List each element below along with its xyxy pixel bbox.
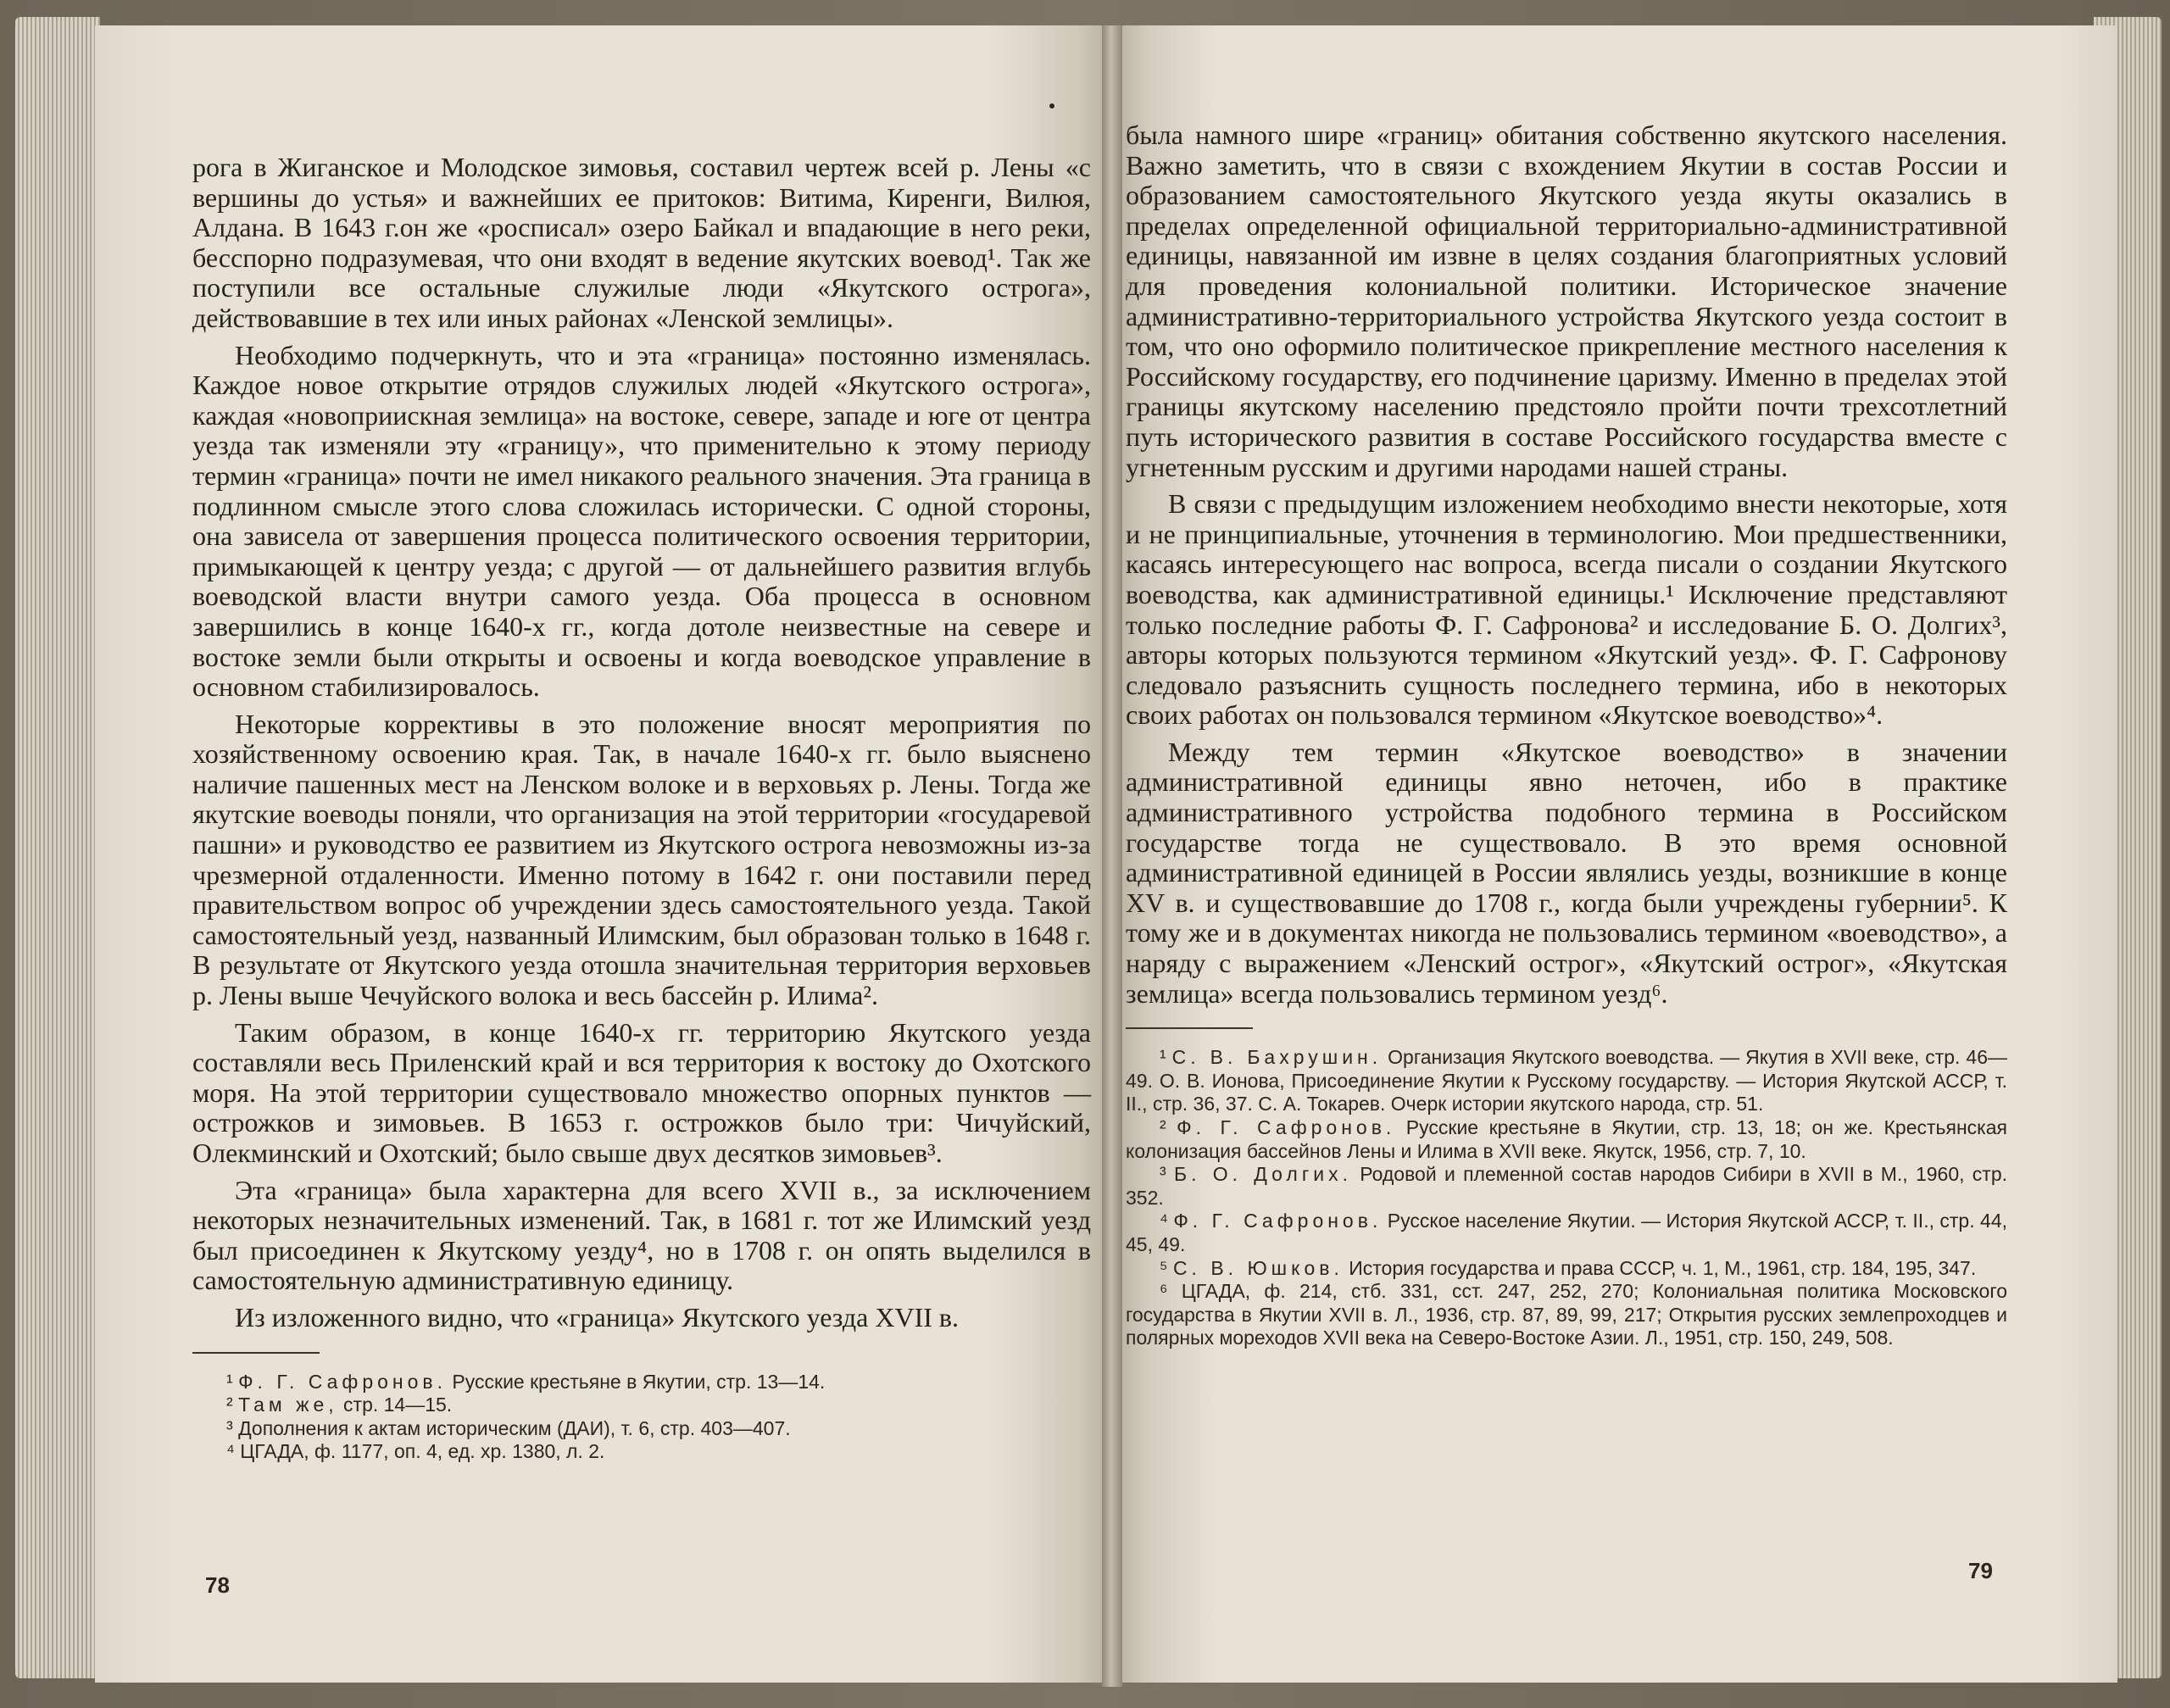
right-paragraph-1: была намного шире «границ» обитания собственно якутского населения. Важно заметить, что в связи с вхождением Якутии в состав России и образованием самостоятельного Якутского уезда якуты оказались в пределах определенной официальной территориально-административной единицы, навязанной им извне в целях создания благоприятных условий для проведения колониальной политики. Историческое значение административно-территориального устройства Якутского уезда состоит в том, что оно оформило политическое прикрепление местного населения к Российскому государству, его подчинение царизму. Именно в пределах этой границы якутскому населению предстояло пройти почти трехсотлетний путь исторического развития в составе Российского государства вместе с угнетенным русским и другими народами нашей страны. [1126,120,2007,482]
footnote: ⁴ Ф. Г. Сафронов. Русское население Якутии. — История Якутской АССР, т. II., стр. 44, 45, 49. [1126,1210,2008,1255]
left-footnotes [192,1371,1091,1464]
footnote: ² Там же, стр. 14—15. [226,1394,453,1416]
left-paragraph-5: Эта «граница» была характерна для всего XVII в., за исключением некоторых незначительных изменений. Так, в 1681 г. тот же Илимский уезд был присоединен к Якутскому уезду⁴, но в 1708 г. он опять выделился в самостоятельную административную единицу. [192,1174,1091,1296]
footnote: ³ Дополнения к актам историческим (ДАИ), т. 6, стр. 403—407. [226,1416,791,1439]
left-paragraph-6: Из изложенного видно, что «граница» Якутского уезда XVII в. [235,1301,959,1332]
right-footnotes [1126,1046,2007,1350]
footnote-divider [192,1352,320,1354]
ink-speck [1049,103,1054,108]
right-page [1117,25,2117,1683]
right-paragraph-3: Между тем термин «Якутское воеводство» в значении административной единицы явно неточен, ибо в практике административного устройства подобного термина в Российском государстве тогда не существовало. В это время основной административной единицей в России являлись уезды, возникшие в конце XV в. и существовавшие до 1708 г., когда были учреждены губернии⁵. К тому же и в документах никогда не пользовались термином «воеводство», а наряду с выражением «Ленский острог», «Якутский острог», «Якутская землица» всегда пользовались термином уезд⁶. [1126,736,2007,1009]
footnote: ² Ф. Г. Сафронов. Русские крестьяне в Якутии, стр. 13, 18; он же. Крестьянская колонизация бассейнов Лены и Илима в XVII веке. Якутск, 1956, стр. 7, 10. [1126,1116,2007,1162]
left-paragraph-1: рога в Жиганское и Молодское зимовья, составил чертеж всей р. Лены «с вершины до устья» и важнейших ее притоков: Витима, Киренги, Вилюя, Алдана. В 1643 г.он же «росписал» озеро Байкал и впадающие в него реки, бесспорно подразумевая, что они входят в ведение якутских воевод¹. Так же поступили все остальные служилые люди «Якутского острога», действовавшие в тех или иных районах «Ленской землицы». [192,152,1091,333]
left-page-number: 78 [205,1572,230,1598]
footnote: ¹ С. В. Бахрушин. Организация Якутского воеводства. — Якутия в XVII веке, стр. 46—49. О. В. Ионова, Присоединение Якутии к Русскому государству. — История Якутской АССР, т. II., стр. 36, 37. С. А. Токарев. Очерк истории якутского народа, стр. 51. [1126,1046,2008,1115]
left-paragraph-4: Таким образом, в конце 1640-х гг. территорию Якутского уезда составляли весь Приленский край и вся территория к востоку до Охотского моря. На этой территории существовало множество опорных пунктов — острожков и зимовьев. В 1653 г. острожков было три: Чичуйский, Олекминский и Охотский; было свыше двух десятков зимовьев³. [192,1016,1091,1168]
footnote-divider [1126,1027,1253,1029]
footnote: ¹ Ф. Г. Сафронов. Русские крестьяне в Якутии, стр. 13—14. [226,1370,826,1393]
page-edges-left [15,17,100,1678]
book-gutter [1102,25,1122,1687]
footnote: ⁴ ЦГАДА, ф. 1177, оп. 4, ед. хр. 1380, л. 2. [226,1440,605,1463]
left-page [95,25,1108,1683]
footnote: ⁵ С. В. Юшков. История государства и права СССР, ч. 1, М., 1961, стр. 184, 195, 347. [1160,1256,1977,1279]
right-page-number: 79 [1968,1558,1993,1583]
footnote: ⁶ ЦГАДА, ф. 214, стб. 331, сст. 247, 252, 270; Колониальная политика Московского государства в Якутии XVII в. Л., 1936, стр. 87, 89, 99, 217; Открытия русских землепроходцев и полярных мореходов XVII века на Северо-Востоке Азии. Л., 1951, стр. 150, 249, 508. [1126,1280,2007,1349]
left-paragraph-3: Некоторые коррективы в это положение вносят мероприятия по хозяйственному освоению края. Так, в начале 1640-х гг. было выяснено наличие пашенных мест на Ленском волоке и в верховьях р. Лены. Тогда же якутские воеводы поняли, что организация на этой территории «государевой пашни» и руководство ее развитием из Якутского острога невозможны из-за чрезмерной отдаленности. Именно потому в 1642 г. они поставили перед правительством вопрос об учреждении здесь самостоятельного уезда. Такой самостоятельный уезд, названный Илимским, был образован только в 1648 г. В результате от Якутского уезда отошла значительная территория верховьев р. Лены выше Чечуйского волока и весь бассейн р. Илима². [192,708,1091,1011]
left-body-text [192,153,1091,1333]
right-paragraph-2: В связи с предыдущим изложением необходимо внести некоторые, хотя и не принципиальные, уточнения в терминологию. Мои предшественники, касаясь интересующего нас вопроса, всегда писали о создании Якутского воеводства, как административной единицы.¹ Исключение представляют только последние работы Ф. Г. Сафронова² и исследование Б. О. Долгих³, авторы которых пользуются термином «Якутский уезд». Ф. Г. Сафронову следовало разъяснить сущность последнего термина, ибо в некоторых своих работах он пользовался термином «Якутское воеводство»⁴. [1126,488,2007,731]
footnote: ³ Б. О. Долгих. Родовой и племенной состав народов Сибири в XVII в М., 1960, стр. 352. [1126,1163,2008,1209]
right-body-text [1126,120,2007,1009]
left-paragraph-2: Необходимо подчеркнуть, что и эта «граница» постоянно изменялась. Каждое новое открытие отрядов служилых людей «Якутского острога», каждая «новоприискная землица» на востоке, севере, западе и юге от центра уезда так изменяли эту «границу», что применительно к этому периоду термин «граница» почти не имел никакого реального значения. Эта граница в подлинном смысле этого слова сложилась исторически. С одной стороны, она зависела от завершения процесса политического освоения территории, примыкающей к центру уезда; с другой — от дальнейшего развития вглубь воеводской власти внутри самого уезда. Оба процесса в основном завершились в конце 1640-х гг., когда дотоле неизвестные на севере и востоке земли были открыты и освоены и когда воеводское управление в основном стабилизировалось. [192,339,1092,703]
